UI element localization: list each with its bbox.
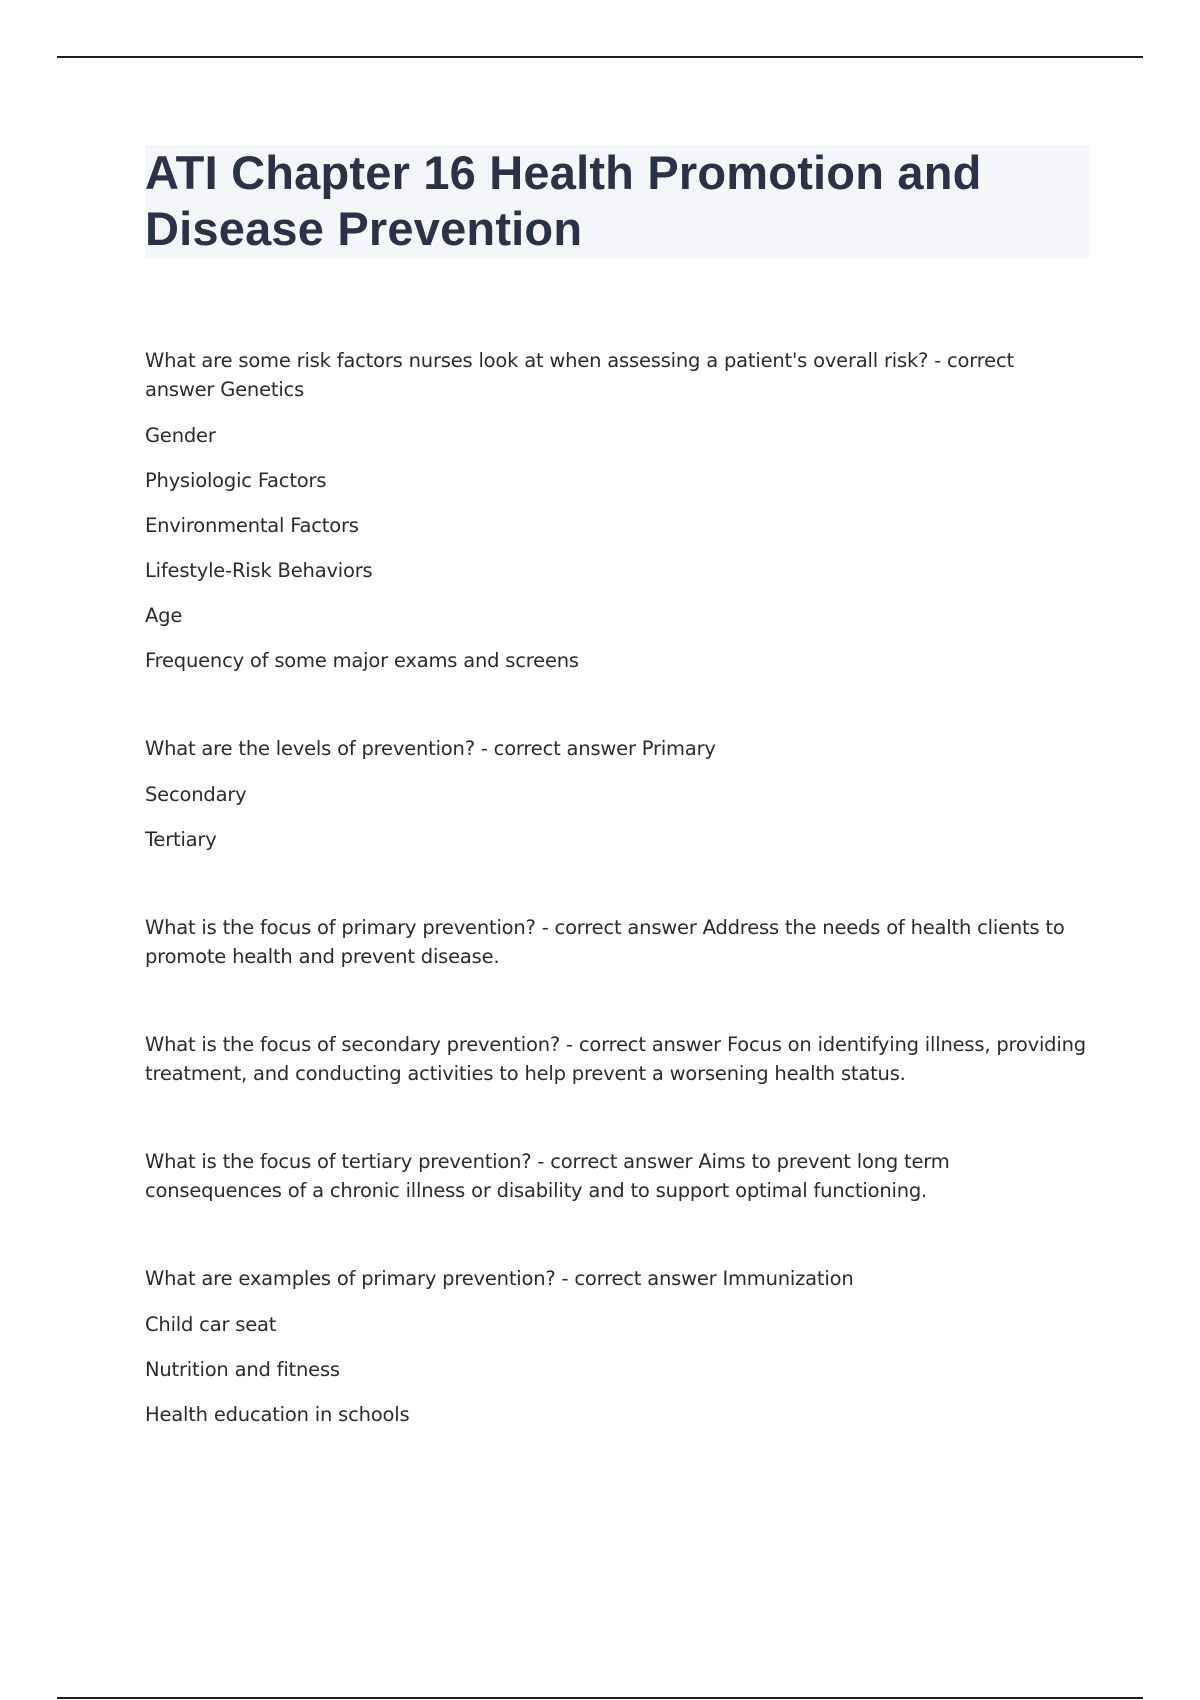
qa-question: What is the focus of secondary prevention? - correct answer Focus on identifying illness, providing treatment, and conducting activities to help prevent a worsening health status. — [145, 1033, 1086, 1085]
qa-list — [145, 346, 1089, 1488]
qa-question: What is the focus of tertiary prevention? - correct answer Aims to prevent long term consequences of a chronic illness or disability and to support optimal functioning. — [145, 1150, 950, 1202]
header-divider — [57, 56, 1143, 58]
qa-item-risk-factors — [145, 346, 1089, 675]
qa-answer-item: Child car seat — [145, 1313, 277, 1336]
title-block — [145, 145, 1089, 257]
qa-item-tertiary-focus — [145, 1147, 1089, 1205]
qa-question: What are the levels of prevention? - correct answer Primary — [145, 737, 716, 760]
qa-answer-item: Frequency of some major exams and screens — [145, 649, 579, 672]
qa-answer-item: Health education in schools — [145, 1403, 410, 1426]
qa-question: What are some risk factors nurses look at when assessing a patient's overall risk? - correct answer Genetics — [145, 349, 1014, 401]
qa-answer-item: Lifestyle-Risk Behaviors — [145, 559, 373, 582]
page-title-line-2: Disease Prevention — [145, 202, 583, 255]
qa-question: What are examples of primary prevention? - correct answer Immunization — [145, 1267, 854, 1290]
qa-answer-item: Tertiary — [145, 828, 217, 851]
qa-answer-item: Environmental Factors — [145, 514, 359, 537]
footer-divider — [57, 1697, 1143, 1699]
qa-answer-item: Nutrition and fitness — [145, 1358, 340, 1381]
qa-item-levels-of-prevention — [145, 734, 1089, 854]
qa-answer-item: Age — [145, 604, 183, 627]
qa-item-secondary-focus — [145, 1030, 1089, 1088]
qa-answer-item: Secondary — [145, 783, 247, 806]
qa-question: What is the focus of primary prevention? - correct answer Address the needs of health clients to promote health and prevent disease. — [145, 916, 1065, 968]
qa-item-primary-focus — [145, 913, 1089, 971]
qa-item-primary-examples — [145, 1264, 1089, 1429]
qa-answer-item: Gender — [145, 424, 216, 447]
qa-answer-item: Physiologic Factors — [145, 469, 327, 492]
page-title — [145, 145, 1089, 257]
page-title-line-1: ATI Chapter 16 Health Promotion and — [145, 146, 982, 199]
